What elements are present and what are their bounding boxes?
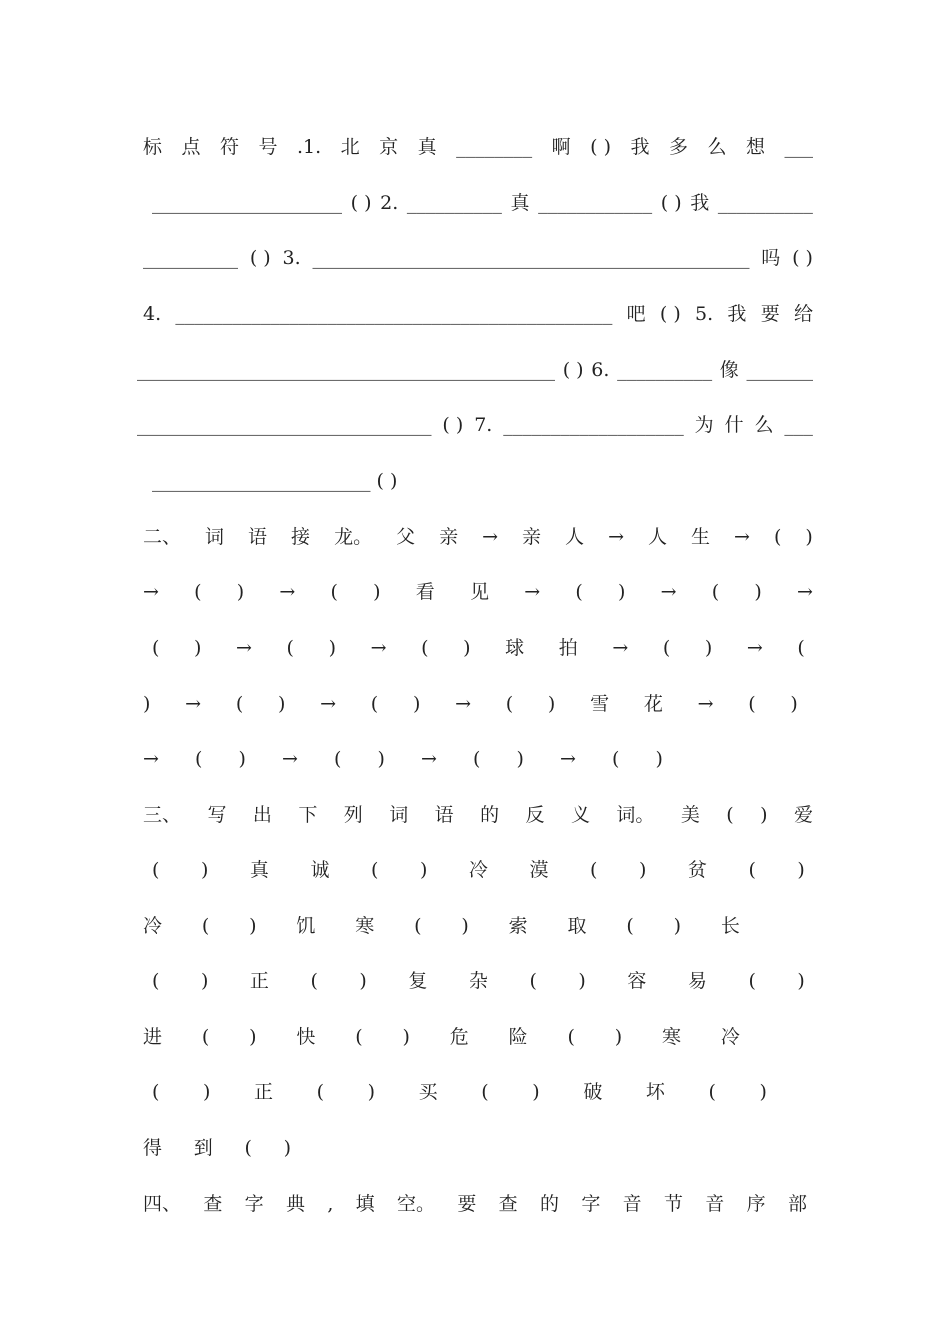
text-token: ( [152, 859, 160, 881]
text-token: 标 [143, 136, 163, 158]
text-token: 词 [389, 804, 409, 826]
text-token: ( ) [792, 247, 813, 269]
text-token: ( [201, 1026, 210, 1048]
text-token: 语 [248, 526, 268, 548]
text-token: , [327, 1193, 334, 1215]
text-token: ) [367, 1081, 376, 1103]
text-token: 险 [508, 1026, 528, 1048]
text-token: ( [797, 637, 805, 659]
text-token: 进 [143, 1026, 163, 1048]
text-token: ) [203, 1081, 211, 1103]
text-line [152, 629, 805, 659]
text-token: 龙。 [334, 526, 373, 548]
text-token: ) [461, 915, 469, 937]
text-token: ) [249, 915, 257, 937]
text-token: 容 [627, 970, 647, 992]
text-token: ( [235, 693, 244, 715]
blank-line: __________ [617, 359, 713, 381]
arrow-icon: → [560, 748, 576, 770]
text-line [143, 295, 813, 325]
text-token: 4. [143, 303, 162, 325]
text-token: 查 [498, 1193, 518, 1215]
text-line [143, 128, 813, 158]
text-token: 买 [418, 1081, 438, 1103]
text-token: 下 [298, 804, 318, 826]
text-token: 么 [754, 414, 774, 436]
text-token: ( [662, 637, 671, 659]
text-token: ( [330, 581, 338, 603]
text-token: ) [238, 748, 246, 770]
text-token: 我 [727, 303, 747, 325]
text-token: 爱 [793, 804, 813, 826]
text-token: ( [708, 1081, 716, 1103]
text-token: 诚 [310, 859, 330, 881]
text-token: ) [532, 1081, 540, 1103]
section-number: 四、 [143, 1193, 182, 1215]
text-token: 的 [480, 804, 500, 826]
text-token: ) [283, 1137, 291, 1159]
blank-line: __________ [717, 192, 813, 214]
text-token: ) [463, 637, 471, 659]
text-token: 字 [581, 1193, 601, 1215]
text-token: 雪 [590, 693, 610, 715]
text-line [152, 1073, 767, 1103]
text-token: 易 [687, 970, 707, 992]
text-token: ) [790, 693, 798, 715]
text-token: ( ) [376, 470, 398, 492]
text-token: 接 [291, 526, 311, 548]
text-token: 破 [583, 1081, 603, 1103]
text-line [143, 518, 813, 548]
text-line [152, 462, 398, 492]
text-token: ( [334, 748, 342, 770]
text-token: ) [328, 637, 336, 659]
text-token: ) [412, 693, 421, 715]
text-line [143, 740, 663, 770]
text-token: ( [194, 581, 202, 603]
text-token: 吧 [626, 303, 646, 325]
text-token: ( [529, 970, 537, 992]
text-token: 见 [469, 581, 489, 603]
text-token: 给 [793, 303, 813, 325]
blank-line: ____________ [538, 192, 653, 214]
text-token: 杂 [468, 970, 488, 992]
text-token: ) [754, 581, 762, 603]
text-token: ) [277, 693, 286, 715]
text-token: 要 [457, 1193, 477, 1215]
text-line [152, 851, 805, 881]
text-token: ) [638, 859, 647, 881]
text-line [143, 796, 813, 826]
text-token: 花 [643, 693, 663, 715]
blank-line: ___ [784, 414, 813, 436]
text-token: 寒 [355, 915, 375, 937]
arrow-icon: → [320, 693, 337, 715]
text-token: ( [421, 637, 429, 659]
text-token: ) [516, 748, 524, 770]
text-token: 查 [203, 1193, 223, 1215]
text-token: 危 [449, 1026, 469, 1048]
text-line [143, 239, 813, 269]
text-token: 人 [647, 526, 667, 548]
text-token: 冷 [468, 859, 488, 881]
text-token: ( [748, 693, 756, 715]
text-token: ( [748, 859, 756, 881]
text-token: ( [371, 859, 379, 881]
text-token: 7. [474, 414, 493, 436]
text-token: ) [249, 1026, 257, 1048]
text-token: 的 [539, 1193, 559, 1215]
text-token: 饥 [296, 915, 316, 937]
text-token: 人 [565, 526, 585, 548]
text-token: ( [481, 1081, 489, 1103]
text-token: ( [711, 581, 720, 603]
arrow-icon: → [734, 526, 750, 548]
text-token: ( [473, 748, 481, 770]
text-token: ( [567, 1026, 575, 1048]
text-token: ( ) [442, 414, 464, 436]
text-token: ) [673, 915, 682, 937]
text-token: ) [547, 693, 556, 715]
text-token: ) [797, 970, 805, 992]
blank-line: ______________________________________________ [312, 247, 750, 269]
text-token: ( ) [590, 136, 612, 158]
text-token: ( ) [562, 359, 584, 381]
text-token: ) [419, 859, 428, 881]
text-token: 京 [379, 136, 399, 158]
text-token: 父 [396, 526, 416, 548]
text-token: ( [152, 970, 160, 992]
text-token: ( [244, 1137, 252, 1159]
text-token: 球 [505, 637, 525, 659]
text-token: 词 [205, 526, 225, 548]
text-line [143, 573, 813, 603]
text-token: 冷 [143, 915, 163, 937]
text-token: 我 [630, 136, 650, 158]
text-token: ( [626, 915, 634, 937]
text-token: 典 [285, 1193, 305, 1215]
text-token: 为 [694, 414, 714, 436]
text-token: 北 [340, 136, 360, 158]
text-token: 想 [746, 136, 766, 158]
text-line [143, 685, 798, 715]
text-token: ( [773, 526, 782, 548]
text-token: ) [614, 1026, 623, 1048]
text-token: ( [748, 970, 756, 992]
blank-line: __________ [406, 192, 502, 214]
text-token: .1. [297, 136, 322, 158]
arrow-icon: → [370, 637, 387, 659]
text-token: ) [578, 970, 586, 992]
text-token: 要 [760, 303, 780, 325]
text-token: 号 [258, 136, 278, 158]
text-token: ) [373, 581, 381, 603]
text-token: 取 [567, 915, 587, 937]
text-token: ) [760, 804, 768, 826]
text-token: 反 [525, 804, 545, 826]
text-token: 节 [663, 1193, 683, 1215]
arrow-icon: → [612, 637, 629, 659]
text-token: ( [201, 915, 210, 937]
text-token: 词。 [616, 804, 655, 826]
text-token: ( [505, 693, 514, 715]
text-token: 空。 [397, 1193, 436, 1215]
text-token: ) [194, 637, 202, 659]
arrow-icon: → [143, 748, 159, 770]
text-token: 坏 [645, 1081, 665, 1103]
text-token: 5. [695, 303, 714, 325]
text-token: 序 [746, 1193, 766, 1215]
text-token: 吗 [761, 247, 781, 269]
text-token: 到 [193, 1137, 213, 1159]
text-token: 漠 [529, 859, 549, 881]
arrow-icon: → [524, 581, 541, 603]
text-token: 符 [220, 136, 240, 158]
text-token: 亲 [522, 526, 542, 548]
text-token: 长 [720, 915, 740, 937]
text-token: ) [143, 693, 151, 715]
blank-line: __________ [143, 247, 238, 269]
text-line [152, 962, 805, 992]
text-token: 字 [244, 1193, 264, 1215]
blank-line: ____________________________________________ [137, 359, 555, 381]
text-token: ) [797, 859, 805, 881]
text-token: 索 [508, 915, 528, 937]
arrow-icon: → [608, 526, 624, 548]
text-token: 多 [669, 136, 689, 158]
blank-line: ______________________________________________ [175, 303, 613, 325]
text-token: 义 [570, 804, 590, 826]
section-number: 三、 [143, 804, 182, 826]
text-token: ) [200, 970, 209, 992]
text-token: ) [236, 581, 245, 603]
text-token: 么 [707, 136, 727, 158]
text-token: ) [704, 637, 713, 659]
text-token: ( [195, 748, 203, 770]
arrow-icon: → [236, 637, 252, 659]
text-token: ( [726, 804, 734, 826]
text-token: ) [359, 970, 367, 992]
text-token: 填 [355, 1193, 375, 1215]
text-token: 6. [591, 359, 610, 381]
text-line [152, 184, 813, 214]
text-token: 音 [622, 1193, 642, 1215]
text-token: ( [590, 859, 598, 881]
text-token: ( ) [659, 303, 681, 325]
arrow-icon: → [796, 581, 813, 603]
text-token: ) [759, 1081, 767, 1103]
text-token: 真 [249, 859, 269, 881]
text-line [137, 406, 813, 436]
text-token: 复 [408, 970, 428, 992]
text-token: ( [355, 1026, 363, 1048]
blank-line: _______ [746, 359, 813, 381]
text-line [143, 1018, 740, 1048]
arrow-icon: → [660, 581, 677, 603]
text-token: ( [316, 1081, 325, 1103]
text-token: 语 [434, 804, 454, 826]
text-token: 什 [724, 414, 744, 436]
text-token: 贫 [687, 859, 707, 881]
arrow-icon: → [421, 748, 437, 770]
text-token: 看 [415, 581, 435, 603]
blank-line: _______________________ [152, 470, 371, 492]
text-token: 真 [510, 192, 530, 214]
text-line [143, 907, 740, 937]
arrow-icon: → [697, 693, 714, 715]
text-token: 拍 [558, 637, 578, 659]
blank-line: ___________________ [503, 414, 684, 436]
text-token: 亲 [439, 526, 459, 548]
text-token: 音 [705, 1193, 725, 1215]
text-token: ) [402, 1026, 410, 1048]
text-token: ( [286, 637, 294, 659]
arrow-icon: → [282, 748, 298, 770]
text-token: ( [310, 970, 318, 992]
text-token: ( [612, 748, 620, 770]
section-number: 二、 [143, 526, 182, 548]
text-token: 3. [282, 247, 301, 269]
text-line [143, 1129, 291, 1159]
text-token: 生 [691, 526, 711, 548]
text-token: ( [575, 581, 583, 603]
arrow-icon: → [143, 581, 159, 603]
text-token: 我 [690, 192, 710, 214]
text-token: 2. [380, 192, 399, 214]
text-token: 列 [343, 804, 363, 826]
arrow-icon: → [482, 526, 499, 548]
arrow-icon: → [279, 581, 296, 603]
text-token: ( ) [350, 192, 372, 214]
arrow-icon: → [746, 637, 763, 659]
text-token: ( ) [660, 192, 682, 214]
text-line [143, 1185, 807, 1215]
blank-line: ____________________ [152, 192, 342, 214]
text-token: 像 [719, 359, 739, 381]
text-token: 正 [249, 970, 269, 992]
arrow-icon: → [185, 693, 202, 715]
text-token: 真 [417, 136, 437, 158]
text-token: 写 [207, 804, 227, 826]
text-token: 冷 [720, 1026, 740, 1048]
blank-line: _______________________________ [137, 414, 432, 436]
text-token: ) [377, 748, 385, 770]
blank-line: ________ [456, 136, 533, 158]
text-token: 啊 [551, 136, 571, 158]
text-line [137, 351, 813, 381]
text-token: ) [655, 748, 663, 770]
text-token: 美 [680, 804, 700, 826]
text-token: ) [200, 859, 209, 881]
text-token: 寒 [662, 1026, 682, 1048]
text-token: ( [414, 915, 422, 937]
text-token: ( [152, 1081, 160, 1103]
text-token: 正 [254, 1081, 274, 1103]
text-token: 部 [787, 1193, 807, 1215]
text-token: ( [152, 637, 160, 659]
text-token: 点 [181, 136, 201, 158]
arrow-icon: → [455, 693, 472, 715]
text-token: ) [805, 526, 813, 548]
text-token: 快 [296, 1026, 316, 1048]
text-token: 得 [143, 1137, 163, 1159]
blank-line: ___ [784, 136, 813, 158]
text-token: ) [617, 581, 626, 603]
text-token: ( [370, 693, 379, 715]
text-token: ( ) [249, 247, 271, 269]
text-token: 出 [252, 804, 272, 826]
